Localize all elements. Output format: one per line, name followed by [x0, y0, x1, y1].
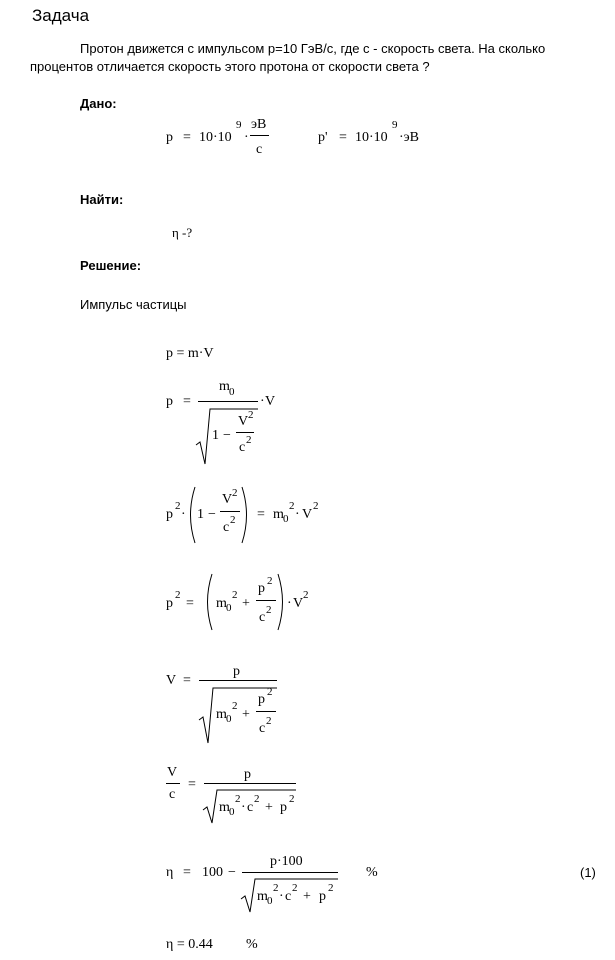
- given-p-unit-num: эВ: [251, 117, 267, 132]
- eq6-frac-line: [204, 783, 296, 784]
- page-title: Задача: [32, 6, 90, 25]
- given-pp-coef: 10·10: [355, 130, 388, 145]
- eq2-p: p: [166, 394, 173, 409]
- eq2-V2: V: [265, 394, 276, 409]
- eq7-number: (1): [580, 865, 596, 880]
- eq7-m-sub: 0: [267, 895, 273, 907]
- given-p-eq: =: [183, 130, 191, 145]
- find-header: Найти:: [80, 192, 124, 207]
- eq4-paren-left: [203, 573, 213, 631]
- eq5-p2: p: [258, 692, 265, 707]
- problem-line-1: Протон движется с импульсом p=10 ГэВ/с, где с - скорость света. На сколько: [80, 41, 546, 56]
- eq7-minus: −: [228, 865, 236, 880]
- eq7-dot: ·: [279, 889, 284, 904]
- eq3-m-exp: 2: [289, 500, 295, 512]
- eq3-c: c: [223, 520, 230, 535]
- eq4-V: V: [293, 596, 304, 611]
- eq3-minus: −: [208, 507, 216, 522]
- eq2-frac-line: [198, 401, 258, 402]
- result-unit: %: [246, 937, 258, 952]
- eq5-m-sub: 0: [226, 713, 232, 725]
- eq4-V-exp: 2: [303, 589, 309, 601]
- eq3-p-exp: 2: [175, 500, 181, 512]
- eq3-frac-line: [220, 511, 240, 512]
- eq4-p-exp: 2: [175, 589, 181, 601]
- eq2-one: 1: [212, 428, 219, 443]
- eq4-p: p: [166, 596, 173, 611]
- eq3-V-exp: 2: [232, 487, 238, 499]
- eq7-m: m: [257, 889, 268, 904]
- eq3-one: 1: [197, 507, 204, 522]
- result-value: η = 0.44: [166, 937, 213, 952]
- eq4-m: m: [216, 596, 227, 611]
- eq7-eta: η: [166, 865, 174, 880]
- eq3-paren-left: [186, 486, 196, 544]
- eq4-frac-line: [256, 600, 276, 601]
- eq4-plus: +: [242, 596, 250, 611]
- eq5-c-exp: 2: [266, 715, 272, 727]
- eq4-p2-exp: 2: [267, 575, 273, 587]
- eq4-c: c: [259, 610, 266, 625]
- eq3-eq: =: [257, 507, 265, 522]
- eq3-V2-exp: 2: [313, 500, 319, 512]
- eq5-inner-frac-line: [256, 711, 276, 712]
- eq6-V: V: [167, 765, 178, 780]
- eq2-eq: =: [183, 394, 191, 409]
- eq2-c-exp: 2: [246, 434, 252, 446]
- eq7-numerator: p·100: [270, 854, 303, 869]
- given-p-lhs: p: [166, 130, 173, 145]
- eq4-paren-right: [277, 573, 287, 631]
- eq7-p-exp: 2: [328, 882, 334, 894]
- eq6-p: p: [244, 767, 251, 782]
- eq5-eq: =: [183, 673, 191, 688]
- eq6-p2-exp: 2: [289, 793, 295, 805]
- eq-momentum-classic: p = m·V: [166, 346, 214, 361]
- eq6-c2: c: [247, 800, 254, 815]
- eq2-c: c: [239, 440, 246, 455]
- eq2-V-exp: 2: [248, 409, 254, 421]
- given-pp-lhs: p': [318, 130, 328, 145]
- eq5-V: V: [166, 673, 177, 688]
- eq3-V: V: [222, 492, 233, 507]
- eq6-m-exp: 2: [235, 793, 241, 805]
- eq4-p2: p: [258, 581, 265, 596]
- eq3-dot2: ·: [295, 507, 300, 522]
- given-header: Дано:: [80, 96, 117, 111]
- eq6-eq: =: [188, 777, 196, 792]
- given-pp-exp: 9: [392, 119, 398, 131]
- eq5-frac-line: [199, 680, 277, 681]
- eq2-inner-frac-line: [236, 432, 254, 433]
- eq5-p2-exp: 2: [267, 686, 273, 698]
- eq4-dot: ·: [287, 596, 292, 611]
- given-p-dot: ·: [244, 130, 249, 145]
- solution-intro: Импульс частицы: [80, 297, 187, 312]
- eq3-c-exp: 2: [230, 514, 236, 526]
- eq6-plus: +: [265, 800, 273, 815]
- eq2-dot: ·: [260, 394, 265, 409]
- eq4-m-sub: 0: [226, 602, 232, 614]
- eq2-minus: −: [223, 428, 231, 443]
- eq5-p: p: [233, 664, 240, 679]
- problem-line-2: процентов отличается скорость этого протона от скорости света ?: [30, 59, 430, 74]
- eq2-m-sub: 0: [229, 386, 235, 398]
- eq4-eq: =: [186, 596, 194, 611]
- eq6-p2: p: [280, 800, 287, 815]
- eq7-c: c: [285, 889, 292, 904]
- eq3-m-sub: 0: [283, 513, 289, 525]
- eq7-p: p: [319, 889, 326, 904]
- find-value: η -?: [172, 225, 193, 240]
- problem-statement: [30, 40, 605, 76]
- eq4-c-exp: 2: [266, 604, 272, 616]
- eq5-plus: +: [242, 707, 250, 722]
- eq3-p: p: [166, 507, 173, 522]
- given-pp-eq: =: [339, 130, 347, 145]
- given-p-exp: 9: [236, 119, 242, 131]
- eq7-plus: +: [303, 889, 311, 904]
- given-p-unit-den: c: [256, 142, 263, 157]
- eq3-dot: ·: [181, 507, 186, 522]
- eq6-left-frac-line: [166, 783, 180, 784]
- eq6-c: c: [169, 787, 176, 802]
- eq7-percent: %: [366, 865, 378, 880]
- eq2-V: V: [238, 414, 249, 429]
- eq7-eq: =: [183, 865, 191, 880]
- eq7-100: 100: [202, 865, 223, 880]
- solution-header: Решение:: [80, 258, 142, 273]
- eq5-c: c: [259, 721, 266, 736]
- given-p-frac-line: [250, 135, 269, 136]
- eq5-m: m: [216, 707, 227, 722]
- eq7-c-exp: 2: [292, 882, 298, 894]
- eq2-m: m: [219, 379, 230, 394]
- eq3-V2: V: [302, 507, 313, 522]
- eq6-m-sub: 0: [229, 806, 235, 818]
- eq6-dot: ·: [241, 800, 246, 815]
- eq6-c2-exp: 2: [254, 793, 260, 805]
- eq4-m-exp: 2: [232, 589, 238, 601]
- eq6-m: m: [219, 800, 230, 815]
- given-pp-unit: ·эВ: [399, 130, 420, 145]
- eq3-paren-right: [241, 486, 251, 544]
- eq7-frac-line: [242, 872, 338, 873]
- eq7-m-exp: 2: [273, 882, 279, 894]
- eq5-m-exp: 2: [232, 700, 238, 712]
- eq3-m: m: [273, 507, 284, 522]
- given-p-coef: 10·10: [199, 130, 232, 145]
